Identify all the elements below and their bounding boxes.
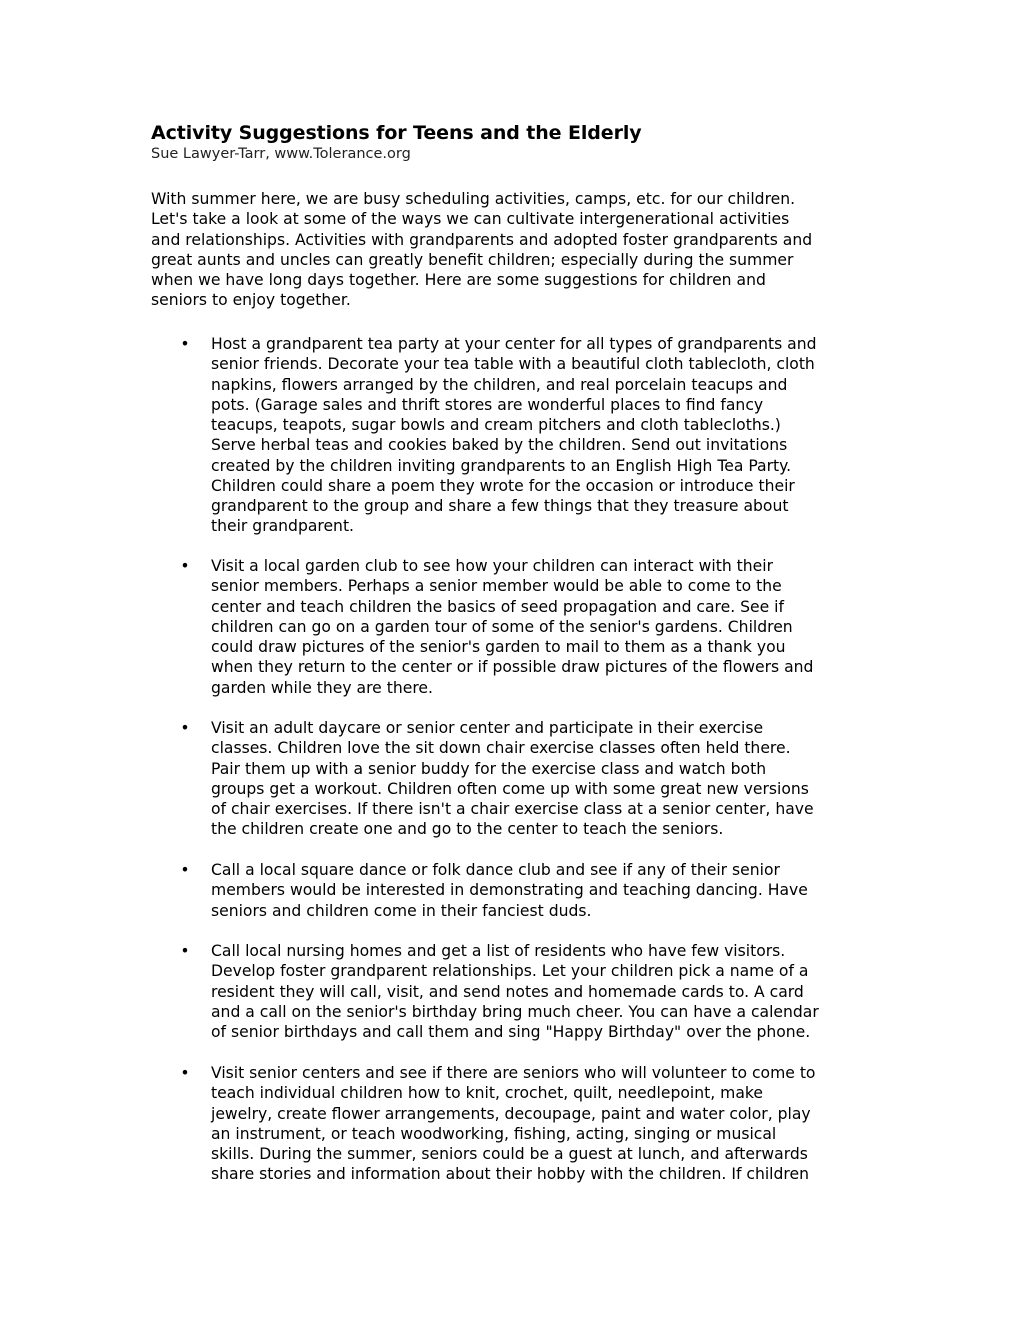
- list-item-text: [211, 718, 814, 840]
- list-item-line: Visit senior centers and see if there are seniors who will volunteer to come to: [211, 1064, 816, 1082]
- document-title: Activity Suggestions for Teens and the Elderly: [151, 122, 642, 144]
- list-item-line: their grandparent.: [211, 517, 355, 536]
- list-item-line: seniors and children come in their fanciest duds.: [211, 901, 592, 920]
- list-item-line: Call local nursing homes and get a list of residents who have few visitors.: [211, 942, 786, 960]
- author-line: Sue Lawyer-Tarr, www.Tolerance.org: [151, 146, 411, 162]
- list-item-line: Call a local square dance or folk dance club and see if any of their senior: [211, 861, 780, 879]
- list-item-line: Host a grandparent tea party at your center for all types of grandparents and: [211, 335, 817, 353]
- list-item-line: classes. Children love the sit down chair exercise classes often held there.: [211, 739, 791, 758]
- list-item-line: of senior birthdays and call them and sing "Happy Birthday" over the phone.: [211, 1023, 811, 1041]
- list-item-line: napkins, flowers arranged by the children, and real porcelain teacups and: [211, 375, 788, 394]
- list-item-line: when they return to the center or if possible draw pictures of the flowers and: [211, 658, 814, 677]
- bullet-icon: •: [180, 719, 190, 737]
- list-item-text: [211, 941, 819, 1042]
- list-item-line: children can go on a garden tour of some of the senior's gardens. Children: [211, 617, 793, 636]
- list-item-line: teach individual children how to knit, crochet, quilt, needlepoint, make: [211, 1084, 763, 1103]
- list-item-line: garden while they are there.: [211, 678, 433, 697]
- list-item-line: grandparent to the group and share a few things that they treasure about: [211, 497, 789, 515]
- list-item-line: and a call on the senior's birthday bring much cheer. You can have a calendar: [211, 1002, 819, 1021]
- list-item-line: Visit an adult daycare or senior center and participate in their exercise: [211, 719, 764, 737]
- bullet-icon: •: [180, 942, 190, 960]
- list-item-line: teacups, teapots, sugar bowls and cream pitchers and cloth tablecloths.): [211, 416, 781, 434]
- bullet-icon: •: [180, 1064, 190, 1082]
- list-item-line: groups get a workout. Children often come up with some great new versions: [211, 779, 809, 798]
- list-item-line: share stories and information about their hobby with the children. If children: [211, 1165, 809, 1184]
- list-item-text: [211, 556, 813, 698]
- bullet-icon: •: [180, 557, 190, 575]
- intro-line: With summer here, we are busy scheduling activities, camps, etc. for our children.: [151, 190, 796, 208]
- list-item-line: Pair them up with a senior buddy for the exercise class and watch both: [211, 759, 767, 778]
- list-item-text: [211, 334, 817, 537]
- list-item-text: [211, 860, 808, 921]
- list-item-line: of chair exercises. If there isn't a chair exercise class at a senior center, have: [211, 800, 814, 818]
- list-item-line: resident they will call, visit, and send notes and homemade cards to. A card: [211, 982, 804, 1001]
- list-item-line: senior members. Perhaps a senior member would be able to come to the: [211, 577, 782, 596]
- list-item-line: an instrument, or teach woodworking, fishing, acting, singing or musical: [211, 1124, 777, 1143]
- intro-line: when we have long days together. Here are some suggestions for children and: [151, 271, 766, 289]
- intro-line: Let's take a look at some of the ways we can cultivate intergenerational activities: [151, 210, 790, 229]
- list-item-line: senior friends. Decorate your tea table with a beautiful cloth tablecloth, cloth: [211, 355, 815, 374]
- list-item-line: jewelry, create flower arrangements, decoupage, paint and water color, play: [211, 1104, 811, 1123]
- intro-paragraph: [151, 189, 812, 311]
- intro-line: and relationships. Activities with grandparents and adopted foster grandparents and: [151, 230, 813, 249]
- bullet-icon: •: [180, 861, 190, 879]
- list-item-line: Serve herbal teas and cookies baked by the children. Send out invitations: [211, 436, 788, 455]
- list-item-line: Visit a local garden club to see how your children can interact with their: [211, 557, 773, 575]
- intro-line: seniors to enjoy together.: [151, 291, 351, 310]
- list-item-line: created by the children inviting grandparents to an English High Tea Party.: [211, 456, 792, 475]
- list-item-line: could draw pictures of the senior's garden to mail to them as a thank you: [211, 638, 786, 656]
- list-item-line: center and teach children the basics of seed propagation and care. See if: [211, 597, 784, 616]
- list-item-line: the children create one and go to the center to teach the seniors.: [211, 820, 724, 839]
- list-item-line: pots. (Garage sales and thrift stores are wonderful places to find fancy: [211, 395, 764, 414]
- list-item-line: Develop foster grandparent relationships. Let your children pick a name of a: [211, 962, 809, 981]
- list-item-line: skills. During the summer, seniors could be a guest at lunch, and afterwards: [211, 1145, 808, 1163]
- list-item-line: members would be interested in demonstrating and teaching dancing. Have: [211, 881, 808, 900]
- bullet-icon: •: [180, 335, 190, 353]
- list-item-line: Children could share a poem they wrote for the occasion or introduce their: [211, 476, 795, 495]
- intro-line: great aunts and uncles can greatly benefit children; especially during the summer: [151, 250, 794, 269]
- list-item-text: [211, 1063, 815, 1185]
